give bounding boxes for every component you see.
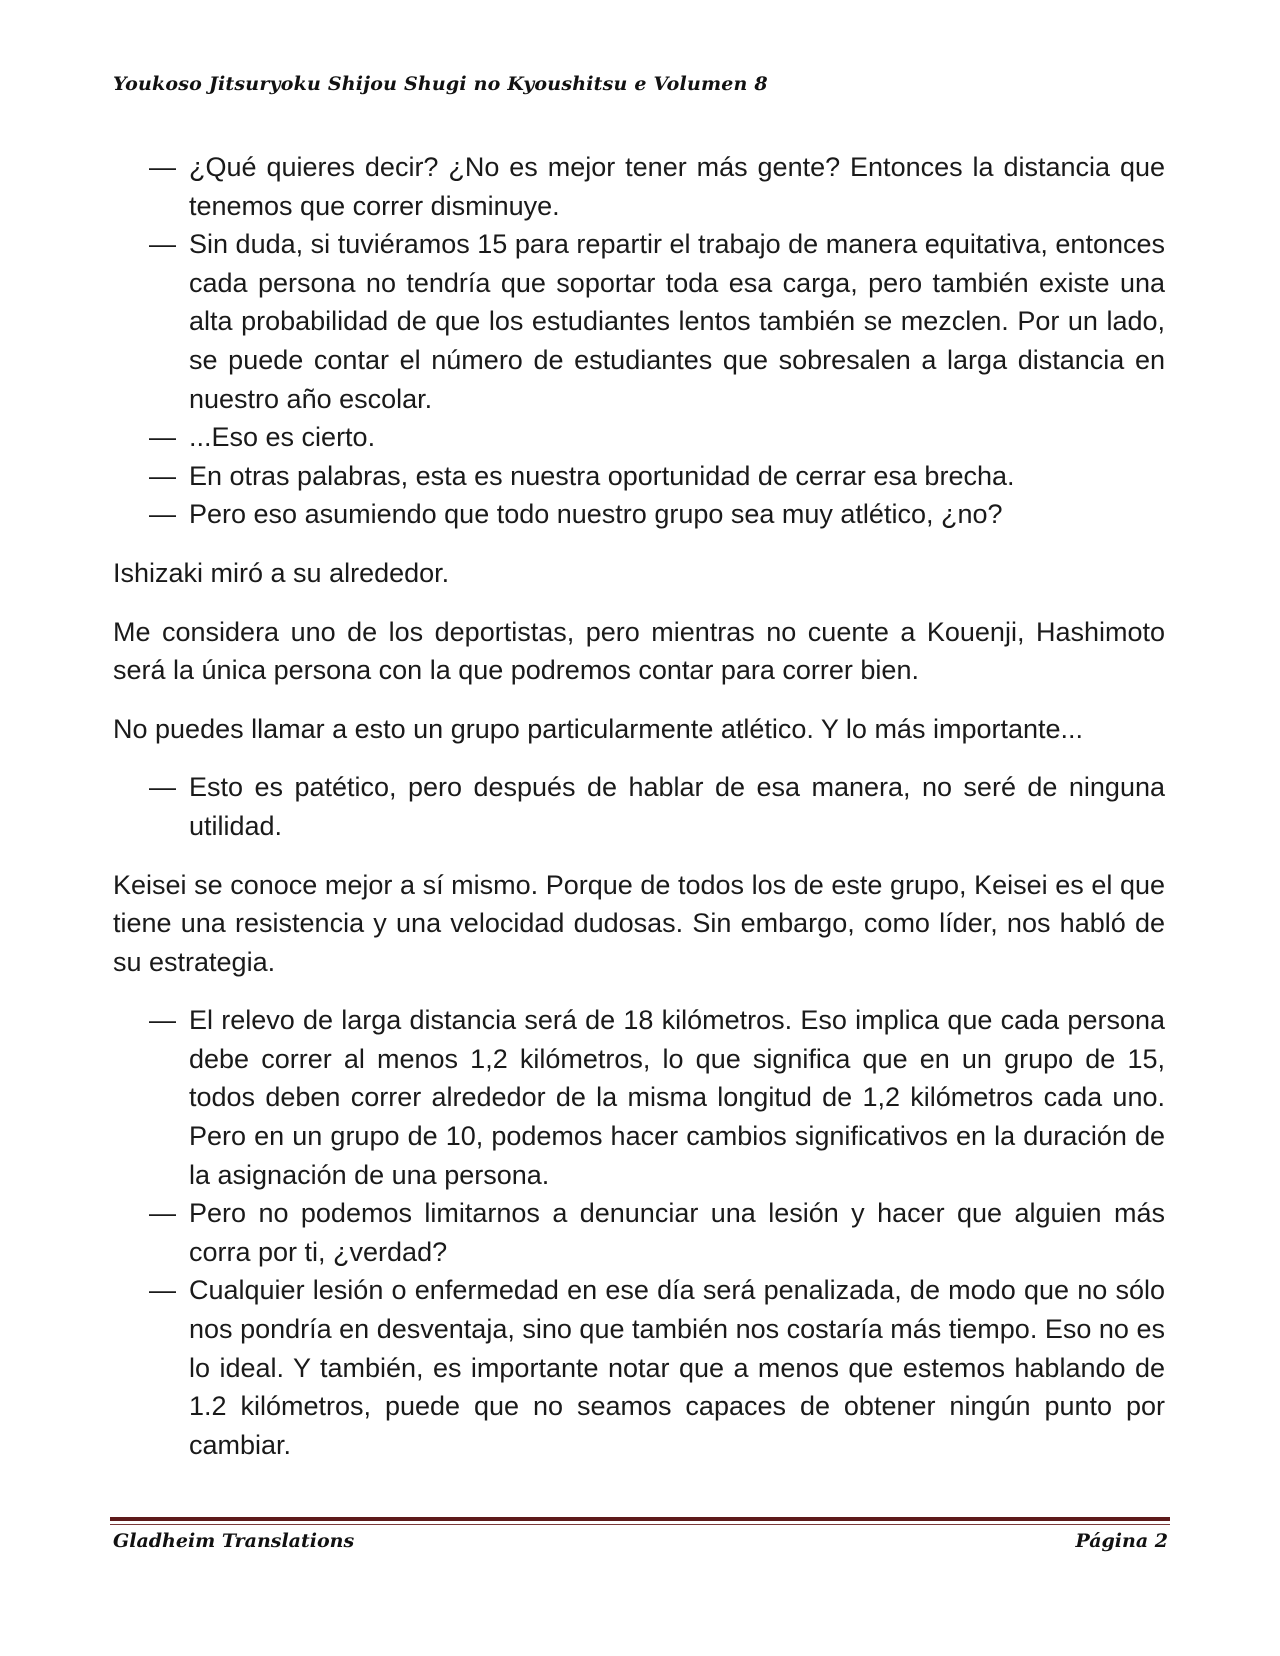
dialog-line: — Sin duda, si tuviéramos 15 para repartir el trabajo de manera equitativa, entonces cada persona no tendría que soportar toda esa carga, pero también existe una alta probabilidad de que los estudiantes lentos también se mezclen. Por un lado, se puede contar el número de estudiantes que sobresalen a larga distancia en nuestro año escolar. — [113, 225, 1165, 418]
dialog-dash: — — [149, 499, 176, 530]
dialog-block-2 — [113, 768, 1165, 845]
dialog-line: — ¿Qué quieres decir? ¿No es mejor tener más gente? Entonces la distancia que tenemos que correr disminuye. — [113, 148, 1165, 225]
dialog-dash: — — [149, 460, 176, 491]
footer-divider-thin — [110, 1524, 1170, 1525]
narrative-paragraph: Ishizaki miró a su alrededor. — [113, 557, 450, 588]
narrative-paragraph: Me considera uno de los deportistas, pero mientras no cuente a Kouenji, Hashimoto será la única persona con la que podremos contar para correr bien. — [113, 616, 1165, 686]
footer-credit: Gladheim Translations — [113, 1530, 355, 1552]
page-number: Página 2 — [1075, 1530, 1168, 1552]
dialog-line: — El relevo de larga distancia será de 18 kilómetros. Eso implica que cada persona debe correr al menos 1,2 kilómetros, lo que significa que en un grupo de 15, todos deben correr alrededor de la misma longitud de 1,2 kilómetros cada uno. Pero en un grupo de 10, podemos hacer cambios significativos en la duración de la asignación de una persona. — [113, 1001, 1165, 1194]
dialog-dash: — — [149, 1005, 176, 1036]
dialog-line: — Esto es patético, pero después de hablar de esa manera, no seré de ninguna utilidad. — [113, 768, 1165, 845]
dialog-dash: — — [149, 1198, 176, 1229]
dialog-dash: — — [149, 772, 176, 803]
dialog-line: — Pero no podemos limitarnos a denunciar una lesión y hacer que alguien más corra por ti, ¿verdad? — [113, 1194, 1165, 1271]
narrative-paragraph: Keisei se conoce mejor a sí mismo. Porque de todos los de este grupo, Keisei es el que tiene una resistencia y una velocidad dudosas. Sin embargo, como líder, nos habló de su estrategia. — [113, 869, 1165, 977]
dialog-dash: — — [149, 422, 176, 453]
dialog-line: — ...Eso es cierto. — [113, 418, 1165, 457]
narrative-paragraph: No puedes llamar a esto un grupo particularmente atlético. Y lo más importante... — [113, 713, 1084, 744]
page-body — [113, 148, 1165, 1464]
dialog-line: — En otras palabras, esta es nuestra oportunidad de cerrar esa brecha. — [113, 457, 1165, 496]
dialog-line: — Pero eso asumiendo que todo nuestro grupo sea muy atlético, ¿no? — [113, 495, 1165, 534]
footer-divider — [110, 1517, 1170, 1521]
dialog-dash: — — [149, 1275, 176, 1306]
dialog-line: — Cualquier lesión o enfermedad en ese día será penalizada, de modo que no sólo nos pondría en desventaja, sino que también nos costaría más tiempo. Eso no es lo ideal. Y también, es importante notar que a menos que estemos hablando de 1.2 kilómetros, puede que no seamos capaces de obtener ningún punto por cambiar. — [113, 1271, 1165, 1464]
dialog-dash: — — [149, 152, 176, 182]
dialog-block-3 — [113, 1001, 1165, 1464]
page-header-title: Youkoso Jitsuryoku Shijou Shugi no Kyoushitsu e Volumen 8 — [113, 73, 768, 95]
dialog-dash: — — [149, 229, 176, 260]
dialog-block-1 — [113, 148, 1165, 534]
